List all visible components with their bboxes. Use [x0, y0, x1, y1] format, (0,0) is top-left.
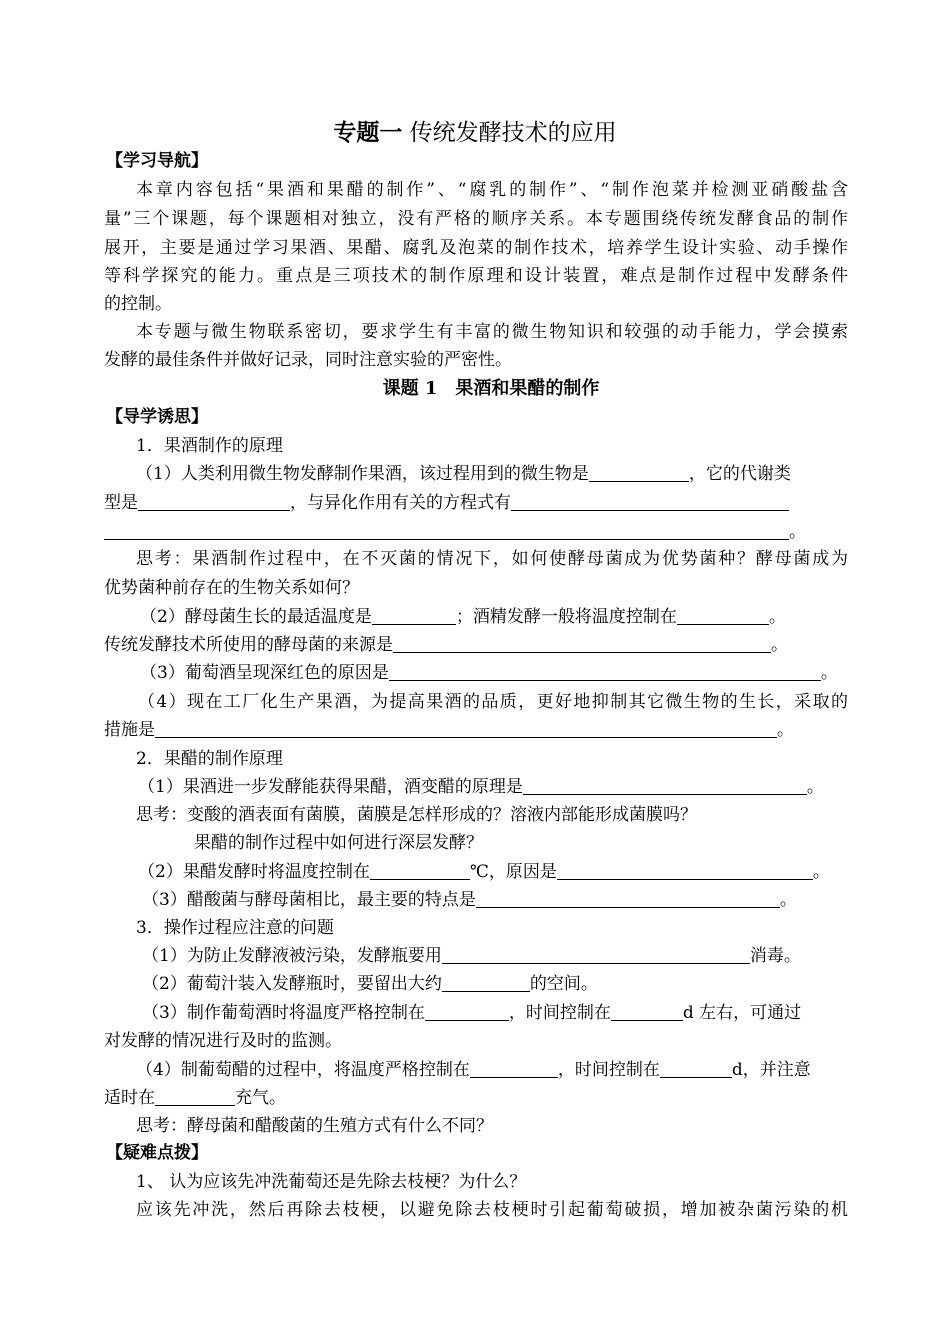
question-1-3	[140, 663, 838, 683]
difficulty-question-1: 1、 认为应该先冲洗葡萄还是先除去枝梗？为什么？	[136, 1172, 527, 1192]
question-1-1-cont2	[104, 522, 806, 542]
title-bold: 专题一	[333, 119, 403, 146]
page-title	[0, 120, 950, 146]
think-1-line-1: 思考：果酒制作过程中，在不灭菌的情况下，如何使酵母菌成为优势菌种？酵母菌成为	[136, 549, 848, 569]
think-2-line-2: 果醋的制作过程中如何进行深层发酵？	[194, 833, 483, 853]
answer-blank[interactable]	[155, 721, 777, 738]
question-3-4	[136, 1060, 811, 1080]
question-text: ，与异化作用有关的方程式有	[290, 493, 511, 513]
think-1-line-2: 优势菌种前存在的生物关系如何？	[104, 578, 359, 598]
question-text: 型是	[104, 493, 138, 513]
period: 。	[768, 607, 786, 627]
period: 。	[777, 720, 794, 740]
answer-blank[interactable]	[611, 1004, 683, 1021]
question-text: 充气。	[235, 1088, 286, 1108]
section-study-guide: 【学习导航】	[106, 151, 208, 171]
question-2-1	[138, 777, 824, 797]
question-3-2	[142, 974, 598, 994]
question-text: d，并注意	[731, 1060, 811, 1080]
period: 。	[812, 862, 830, 882]
answer-blank[interactable]	[523, 778, 807, 795]
question-text: ，时间控制在	[557, 1060, 660, 1080]
question-text: ，时间控制在	[508, 1003, 611, 1023]
answer-blank[interactable]	[425, 1004, 509, 1021]
question-text: （2）果醋发酵时将温度控制在	[138, 862, 370, 882]
period: 。	[820, 663, 838, 683]
answer-blank[interactable]	[442, 975, 530, 992]
question-text: 的空间。	[529, 974, 598, 994]
answer-blank[interactable]	[660, 1061, 732, 1078]
question-1-4: （4）现在工厂化生产果酒，为提高果酒的品质，更好地抑制其它微生物的生长，采取的	[138, 692, 848, 712]
period: 。	[806, 777, 824, 797]
question-text: （3）葡萄酒呈现深红色的原因是	[140, 663, 389, 683]
question-1-2	[140, 607, 786, 627]
question-3-3-cont: 对发酵的情况进行及时的监测。	[104, 1031, 342, 1051]
question-text: （1）为防止发酵液被污染，发酵瓶要用	[142, 946, 442, 966]
answer-blank[interactable]	[104, 523, 789, 540]
question-text: ℃，原因是	[469, 862, 557, 882]
intro-line-7: 发酵的最佳条件并做好记录，同时注意实验的严密性。	[104, 350, 512, 370]
answer-blank[interactable]	[138, 494, 290, 511]
heading-wine-principle: 1．果酒制作的原理	[136, 436, 283, 456]
section-difficulty-points: 【疑难点拨】	[106, 1143, 208, 1163]
intro-line-3: 展开，主要是通过学习果酒、果醋、腐乳及泡菜的制作技术，培养学生设计实验、动手操作	[104, 238, 848, 258]
heading-operation-notes: 3．操作过程应注意的问题	[136, 918, 334, 938]
question-text: 适时在	[104, 1088, 155, 1108]
answer-blank[interactable]	[557, 863, 813, 880]
question-text: 措施是	[104, 720, 155, 740]
intro-line-1: 本章内容包括“果酒和果醋的制作”、“腐乳的制作”、“制作泡菜并检测亚硝酸盐含	[136, 180, 848, 200]
difficulty-answer-1: 应该先冲洗，然后再除去枝梗，以避免除去枝梗时引起葡萄破损，增加被杂菌污染的机	[136, 1200, 848, 1220]
question-1-2-cont	[104, 635, 788, 655]
answer-blank[interactable]	[589, 465, 689, 482]
think-2-line-1: 思考：变酸的酒表面有菌膜，菌膜是怎样形成的？溶液内部能形成菌膜吗？	[136, 805, 697, 825]
period: 。	[779, 890, 797, 910]
heading-vinegar-principle: 2．果醋的制作原理	[136, 749, 283, 769]
question-text: 传统发酵技术所使用的酵母菌的来源是	[104, 635, 393, 655]
intro-line-6: 本专题与微生物联系密切，要求学生有丰富的微生物知识和较强的动手能力，学会摸索	[136, 322, 848, 342]
answer-blank[interactable]	[372, 608, 456, 625]
question-text: 消毒。	[749, 946, 801, 966]
question-text: （2）葡萄汁装入发酵瓶时，要留出大约	[142, 974, 442, 994]
period: 。	[789, 522, 806, 542]
question-2-2	[138, 862, 830, 882]
answer-blank[interactable]	[389, 664, 821, 681]
question-2-3	[142, 890, 797, 910]
answer-blank[interactable]	[470, 1061, 558, 1078]
question-1-4-cont	[104, 720, 794, 740]
section-guided-thinking: 【导学诱思】	[106, 407, 208, 427]
answer-blank[interactable]	[370, 863, 470, 880]
question-text: （3）制作葡萄酒时将温度严格控制在	[142, 1003, 425, 1023]
answer-blank[interactable]	[442, 947, 750, 964]
question-text: （4）制葡萄醋的过程中，将温度严格控制在	[136, 1060, 470, 1080]
title-rest: 传统发酵技术的应用	[402, 120, 617, 146]
answer-blank[interactable]	[511, 494, 789, 511]
answer-blank[interactable]	[155, 1089, 235, 1106]
think-3: 思考：酵母菌和醋酸菌的生殖方式有什么不同？	[136, 1116, 493, 1136]
question-3-1	[142, 946, 801, 966]
question-1-1	[136, 464, 791, 484]
answer-blank[interactable]	[677, 608, 769, 625]
answer-blank[interactable]	[393, 636, 771, 653]
question-text: （2）酵母菌生长的最适温度是	[140, 607, 372, 627]
question-text: d 左右，可通过	[682, 1003, 802, 1023]
period: 。	[771, 635, 788, 655]
question-text: （1）人类利用微生物发酵制作果酒，该过程用到的微生物是	[136, 464, 589, 484]
question-text: （3）醋酸菌与酵母菌相比，最主要的特点是	[142, 890, 476, 910]
lesson-title: 课题 1 果酒和果醋的制作	[382, 378, 600, 399]
intro-line-5: 的控制。	[104, 294, 172, 314]
question-1-1-cont	[104, 493, 789, 513]
question-text: （1）果酒进一步发酵能获得果醋，酒变醋的原理是	[138, 777, 523, 797]
question-3-3	[142, 1003, 801, 1023]
question-text: ；酒精发酵一般将温度控制在	[455, 607, 677, 627]
question-text: ，它的代谢类	[688, 464, 791, 484]
intro-line-2: 量”三个课题，每个课题相对独立，没有严格的顺序关系。本专题围绕传统发酵食品的制作	[104, 209, 848, 229]
answer-blank[interactable]	[476, 891, 780, 908]
question-3-4-cont	[104, 1088, 286, 1108]
intro-line-4: 等科学探究的能力。重点是三项技术的制作原理和设计装置，难点是制作过程中发酵条件	[104, 266, 848, 286]
